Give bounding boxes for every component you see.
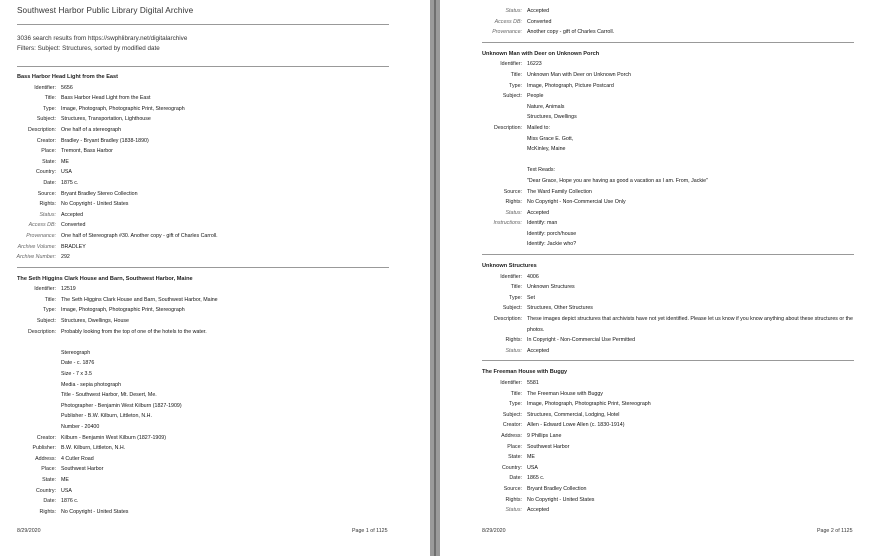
field-label: Country: bbox=[35, 169, 56, 176]
field-row bbox=[440, 282, 857, 293]
field-row bbox=[0, 380, 389, 391]
field-value: Structures, Dwellings bbox=[527, 114, 577, 121]
field-value: "Dear Grace, Hope you are having as good a vacation as I am. From, Jackie" bbox=[527, 177, 708, 184]
field-label: Source: bbox=[503, 188, 522, 195]
field-value: McKinley, Maine bbox=[527, 146, 566, 153]
field-row bbox=[0, 114, 389, 125]
field-label: Access DB: bbox=[28, 222, 56, 229]
field-row bbox=[440, 176, 857, 187]
field-row bbox=[0, 337, 389, 348]
field-value: The Seth Higgins Clark House and Barn, Southwest Harbor, Maine bbox=[61, 296, 218, 303]
field-label: Type: bbox=[509, 401, 522, 408]
field-label: Identifier: bbox=[34, 286, 56, 293]
field-label: Date: bbox=[43, 498, 56, 505]
field-row bbox=[440, 463, 857, 474]
field-row bbox=[0, 284, 389, 295]
field-row bbox=[0, 369, 389, 380]
field-value: Identify: porch/house bbox=[527, 230, 577, 237]
field-row bbox=[0, 454, 389, 465]
field-value: Mailed to: bbox=[527, 124, 550, 131]
field-label bbox=[0, 369, 61, 380]
field-row bbox=[440, 431, 857, 442]
field-row bbox=[440, 239, 857, 250]
field-row bbox=[440, 452, 857, 463]
field-row bbox=[440, 389, 857, 400]
field-value: 4 Cutler Road bbox=[61, 455, 94, 462]
field-label: Description: bbox=[28, 328, 56, 335]
field-row bbox=[440, 473, 857, 484]
field-label: Country: bbox=[35, 487, 56, 494]
field-label bbox=[440, 134, 527, 145]
field-value: Accepted bbox=[527, 347, 550, 354]
field-value: Bradley - Bryant Bradley (1838-1890) bbox=[61, 137, 149, 144]
field-value: 4006 bbox=[527, 273, 539, 280]
field-row bbox=[440, 335, 857, 346]
field-label: Subject: bbox=[36, 116, 56, 123]
field-row bbox=[0, 496, 389, 507]
field-label: Description: bbox=[494, 124, 522, 131]
field-value: B.W. Kilburn, Littleton, N.H. bbox=[61, 445, 126, 452]
field-value: Publisher - B.W. Kilburn, Littleton, N.H. bbox=[61, 413, 152, 420]
field-row bbox=[0, 83, 389, 94]
field-label: State: bbox=[42, 476, 56, 483]
field-label: Source: bbox=[37, 190, 56, 197]
field-label: Rights: bbox=[39, 201, 56, 208]
field-row bbox=[440, 505, 857, 516]
field-value bbox=[61, 337, 62, 348]
field-row bbox=[0, 401, 389, 412]
field-row bbox=[0, 433, 389, 444]
field-label: Address: bbox=[35, 455, 56, 462]
field-value: No Copyright - Non-Commercial Use Only bbox=[527, 199, 626, 206]
field-row bbox=[0, 157, 389, 168]
field-value: Text Reads: bbox=[527, 167, 555, 174]
field-value: Structures, Dwellings, House bbox=[61, 318, 130, 325]
field-value: Image, Photograph, Photographic Print, Stereograph bbox=[61, 105, 185, 112]
field-row bbox=[0, 486, 389, 497]
field-label: Type: bbox=[509, 82, 522, 89]
field-label: State: bbox=[508, 454, 522, 461]
field-label: Rights: bbox=[505, 199, 522, 206]
field-value: 16223 bbox=[527, 61, 542, 68]
field-row bbox=[0, 210, 389, 221]
field-label: Identifier: bbox=[500, 61, 522, 68]
field-row bbox=[440, 155, 857, 166]
field-value: Allen - Edward Lowe Allen (c. 1830-1914) bbox=[527, 422, 625, 429]
field-value: ME bbox=[527, 454, 535, 461]
field-label: Creator: bbox=[36, 434, 56, 441]
field-value: Image, Photograph, Photographic Print, Stereograph bbox=[61, 307, 185, 314]
field-value: People bbox=[527, 93, 544, 100]
field-row bbox=[0, 507, 389, 518]
field-label: Subject: bbox=[36, 318, 56, 325]
page-separator bbox=[434, 0, 436, 556]
record-divider bbox=[482, 42, 854, 43]
field-row bbox=[0, 146, 389, 157]
field-label: Instructions: bbox=[493, 220, 522, 227]
field-value: Photographer - Benjamin West Kilburn (1827-1909) bbox=[61, 402, 182, 409]
field-row bbox=[0, 475, 389, 486]
field-label: Status: bbox=[505, 347, 522, 354]
field-row bbox=[440, 70, 857, 81]
field-row bbox=[440, 81, 857, 92]
field-value: BRADLEY bbox=[61, 243, 86, 250]
field-label: Provenance: bbox=[26, 232, 56, 239]
field-value: No Copyright - United States bbox=[527, 496, 595, 503]
field-row bbox=[440, 378, 857, 389]
field-value: In Copyright - Non-Commercial Use Permitted bbox=[527, 337, 636, 344]
field-value: Media - sepia photograph bbox=[61, 381, 122, 388]
field-row bbox=[440, 144, 857, 155]
field-row bbox=[0, 295, 389, 306]
record-title: Unknown Structures bbox=[482, 263, 537, 270]
field-value: ME bbox=[61, 158, 69, 165]
field-label: Country: bbox=[501, 464, 522, 471]
field-label: Date: bbox=[43, 179, 56, 186]
field-row bbox=[440, 399, 857, 410]
field-value: The Freeman House with Buggy bbox=[527, 390, 603, 397]
field-value: USA bbox=[61, 169, 72, 176]
field-label: Identifier: bbox=[500, 273, 522, 280]
field-value: 1875 c. bbox=[61, 179, 79, 186]
title-divider bbox=[17, 24, 389, 25]
field-label bbox=[440, 165, 527, 176]
field-row bbox=[440, 197, 857, 208]
field-value: Unknown Structures bbox=[527, 284, 575, 291]
field-value: Probably looking from the top of one of the hotels to the water. bbox=[61, 328, 207, 335]
field-value: Bass Harbor Head Light from the East bbox=[61, 95, 151, 102]
field-row bbox=[440, 442, 857, 453]
field-label bbox=[440, 176, 527, 187]
field-label: Rights: bbox=[505, 496, 522, 503]
field-row bbox=[0, 422, 389, 433]
field-row bbox=[0, 242, 389, 253]
field-value: USA bbox=[61, 487, 72, 494]
field-value: Accepted bbox=[61, 211, 84, 218]
field-row bbox=[440, 484, 857, 495]
field-label: Place: bbox=[41, 148, 56, 155]
field-value: Converted bbox=[527, 18, 552, 25]
field-row bbox=[0, 136, 389, 147]
field-row bbox=[0, 348, 389, 359]
document-title: Southwest Harbor Public Library Digital Archive bbox=[17, 6, 194, 15]
field-value: 292 bbox=[61, 254, 70, 261]
field-row bbox=[440, 229, 857, 240]
field-row bbox=[440, 134, 857, 145]
field-row bbox=[440, 27, 857, 38]
field-row bbox=[0, 358, 389, 369]
field-label: Title: bbox=[510, 390, 522, 397]
field-label bbox=[0, 380, 61, 391]
field-label: Status: bbox=[505, 8, 522, 14]
field-value: Accepted bbox=[527, 209, 550, 216]
field-row bbox=[440, 91, 857, 102]
field-value: 1865 c. bbox=[527, 475, 545, 482]
field-row bbox=[440, 420, 857, 431]
field-value: Southwest Harbor bbox=[527, 443, 570, 450]
field-value: Structures, Other Structures bbox=[527, 305, 593, 312]
field-value: Stereograph bbox=[61, 349, 91, 356]
field-label bbox=[0, 401, 61, 412]
field-row bbox=[0, 443, 389, 454]
record-title: The Seth Higgins Clark House and Barn, Southwest Harbor, Maine bbox=[17, 275, 193, 282]
field-label: Identifier: bbox=[34, 84, 56, 91]
field-row bbox=[440, 346, 857, 357]
field-value: 5656 bbox=[61, 84, 73, 91]
field-row bbox=[440, 293, 857, 304]
field-row bbox=[440, 165, 857, 176]
field-value: One half of Stereograph #30. Another copy - gift of Charles Carroll. bbox=[61, 232, 218, 239]
field-row bbox=[0, 199, 389, 210]
field-row bbox=[0, 411, 389, 422]
field-label: Title: bbox=[44, 296, 56, 303]
field-value: 5581 bbox=[527, 380, 539, 386]
field-label bbox=[0, 411, 61, 422]
field-value: Converted bbox=[61, 222, 86, 229]
field-label: Status: bbox=[505, 507, 522, 514]
field-row bbox=[0, 104, 389, 115]
field-value: ME bbox=[61, 476, 69, 483]
field-label: Status: bbox=[39, 211, 56, 218]
field-label: Type: bbox=[509, 294, 522, 301]
field-label: State: bbox=[42, 158, 56, 165]
field-value: The Ward Family Collection bbox=[527, 188, 592, 195]
field-value: Unknown Man with Deer on Unknown Porch bbox=[527, 71, 631, 78]
record-title: Unknown Man with Deer on Unknown Porch bbox=[482, 50, 600, 57]
field-row bbox=[440, 102, 857, 113]
field-value: Date - c. 1876 bbox=[61, 360, 95, 367]
footer-page-number: Page 1 of 1125 bbox=[352, 528, 388, 534]
field-row bbox=[0, 125, 389, 136]
field-row bbox=[440, 17, 857, 28]
field-value: Set bbox=[527, 294, 535, 301]
field-label: Provenance: bbox=[492, 29, 522, 36]
field-row bbox=[440, 6, 857, 17]
record-divider bbox=[482, 360, 854, 361]
search-results-summary: 3036 search results from https://swphlibrary.net/digitalarchive bbox=[17, 35, 188, 42]
field-value: Bryant Bradley Collection bbox=[527, 485, 587, 492]
field-row bbox=[0, 167, 389, 178]
field-label bbox=[0, 337, 61, 348]
field-label: Archive Number: bbox=[16, 254, 56, 261]
field-row bbox=[0, 390, 389, 401]
field-value: Structures, Commercial, Lodging, Hotel bbox=[527, 411, 620, 418]
field-row bbox=[0, 252, 389, 263]
field-label bbox=[0, 390, 61, 401]
field-label: Place: bbox=[41, 466, 56, 473]
field-row bbox=[0, 305, 389, 316]
field-row bbox=[440, 303, 857, 314]
record-title: The Freeman House with Buggy bbox=[482, 369, 568, 376]
field-value: 1876 c. bbox=[61, 498, 79, 505]
field-label bbox=[0, 422, 61, 433]
field-value: Bryant Bradley Stereo Collection bbox=[61, 190, 138, 197]
field-value: Nature, Animals bbox=[527, 103, 565, 110]
field-row bbox=[0, 189, 389, 200]
search-filters: Filters: Subject: Structures, sorted by modified date bbox=[17, 45, 160, 52]
field-label: Creator: bbox=[36, 137, 56, 144]
field-row bbox=[440, 314, 857, 335]
field-value: Tremont, Bass Harbor bbox=[61, 148, 113, 155]
field-row bbox=[440, 59, 857, 70]
record-list-page-2 bbox=[440, 6, 857, 516]
field-label: Rights: bbox=[39, 508, 56, 515]
field-label: Access DB: bbox=[494, 18, 522, 25]
field-label: Creator: bbox=[502, 422, 522, 429]
field-value: Image, Photograph, Photographic Print, Stereograph bbox=[527, 401, 651, 408]
pdf-page-2 bbox=[440, 0, 870, 556]
field-row bbox=[440, 208, 857, 219]
field-label bbox=[440, 155, 527, 166]
field-label bbox=[0, 358, 61, 369]
field-value: 9 Phillips Lane bbox=[527, 432, 562, 439]
field-label: Subject: bbox=[502, 305, 522, 312]
field-label: Date: bbox=[509, 475, 522, 482]
field-row bbox=[0, 220, 389, 231]
field-value: Accepted bbox=[527, 8, 550, 14]
record-divider bbox=[482, 254, 854, 255]
field-label: Place: bbox=[507, 443, 522, 450]
field-label bbox=[440, 112, 527, 123]
field-value: Number - 20400 bbox=[61, 424, 100, 430]
pdf-page-1 bbox=[0, 0, 430, 556]
field-row bbox=[440, 187, 857, 198]
field-row bbox=[440, 495, 857, 506]
field-label: Status: bbox=[505, 209, 522, 216]
field-value: Size - 7 x 3.5 bbox=[61, 371, 92, 378]
field-label: Title: bbox=[510, 71, 522, 78]
field-label bbox=[440, 229, 527, 240]
header-divider bbox=[17, 66, 389, 67]
field-label: Type: bbox=[43, 307, 56, 314]
field-label: Description: bbox=[494, 316, 522, 323]
field-value: No Copyright - United States bbox=[61, 201, 129, 208]
field-value: These images depict structures that archivists have not yet identified. Please let us know if you know anything about these structures or the photos. bbox=[527, 316, 853, 333]
field-label: Subject: bbox=[502, 411, 522, 418]
field-row bbox=[0, 178, 389, 189]
field-label bbox=[440, 239, 527, 250]
field-label: Address: bbox=[501, 432, 522, 439]
field-row bbox=[440, 272, 857, 283]
field-value: Title - Southwest Harbor, Mt. Desert, Me. bbox=[61, 392, 157, 399]
field-label bbox=[0, 348, 61, 359]
field-label: Title: bbox=[510, 284, 522, 291]
field-label: Archive Volume: bbox=[17, 243, 56, 250]
field-row bbox=[0, 93, 389, 104]
field-value: One half of a stereograph bbox=[61, 126, 122, 133]
field-label: Title: bbox=[44, 95, 56, 102]
field-label: Identifier: bbox=[500, 380, 522, 386]
field-value bbox=[527, 155, 528, 166]
record-divider bbox=[17, 267, 389, 268]
record-list-page-1 bbox=[0, 72, 389, 517]
field-row bbox=[0, 464, 389, 475]
field-value: Identify: Jackie who? bbox=[527, 241, 577, 248]
field-label: Subject: bbox=[502, 93, 522, 100]
field-value: 12519 bbox=[61, 286, 76, 293]
field-label: Description: bbox=[28, 126, 56, 133]
field-label bbox=[440, 144, 527, 155]
field-row bbox=[0, 316, 389, 327]
field-value: Identify: man bbox=[527, 220, 558, 227]
field-value: No Copyright - United States bbox=[61, 508, 129, 515]
field-value: USA bbox=[527, 464, 538, 471]
footer-page-number: Page 2 of 1125 bbox=[817, 528, 853, 534]
field-row bbox=[440, 218, 857, 229]
field-value: Kilburn - Benjamin West Kilburn (1827-1909) bbox=[61, 434, 167, 441]
field-row bbox=[440, 112, 857, 123]
field-value: Structures, Transportation, Lighthouse bbox=[61, 116, 151, 123]
field-label: Publisher: bbox=[32, 445, 56, 452]
field-row bbox=[0, 231, 389, 242]
record-title: Bass Harbor Head Light from the East bbox=[17, 74, 119, 80]
field-value: Image, Photograph, Picture Postcard bbox=[527, 82, 614, 89]
field-label: Source: bbox=[503, 485, 522, 492]
field-label bbox=[440, 102, 527, 113]
field-label: Rights: bbox=[505, 337, 522, 344]
field-value: Accepted bbox=[527, 507, 550, 514]
field-row bbox=[440, 410, 857, 421]
field-value: Southwest Harbor bbox=[61, 466, 104, 473]
footer-date: 8/29/2020 bbox=[17, 528, 41, 534]
field-label: Type: bbox=[43, 105, 56, 112]
footer-date: 8/29/2020 bbox=[482, 528, 506, 534]
field-value: Miss Grace E. Gott, bbox=[527, 135, 574, 142]
field-row bbox=[440, 123, 857, 134]
field-row bbox=[0, 327, 389, 338]
field-value: Another copy - gift of Charles Carroll. bbox=[527, 29, 615, 36]
